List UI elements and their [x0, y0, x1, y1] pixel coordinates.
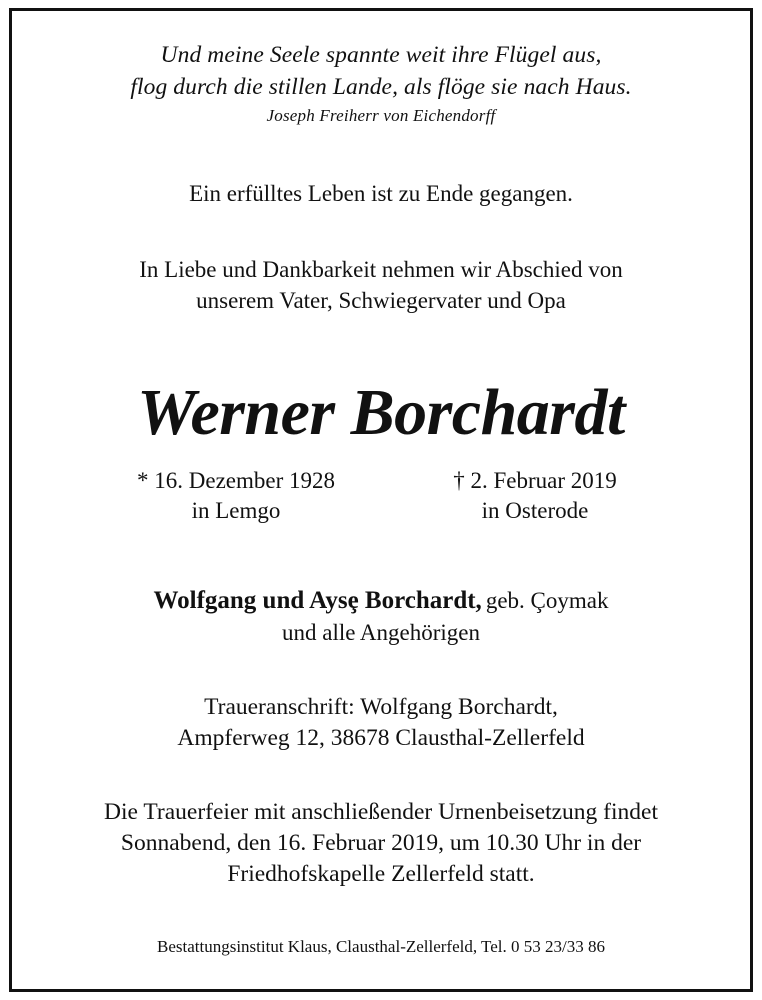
- ceremony-line-2: Sonnabend, den 16. Februar 2019, um 10.30 Uhr in der: [120, 830, 642, 856]
- farewell-line-2: unserem Vater, Schwiegervater und Opa: [196, 288, 566, 313]
- intro-text: Ein erfülltes Leben ist zu Ende gegangen.: [189, 181, 573, 206]
- death-place: in Osterode: [481, 498, 589, 523]
- poem-line-2: flog durch die stillen Lande, als flöge sie nach Haus.: [130, 74, 632, 100]
- ceremony-line-3: Friedhofskapelle Zellerfeld statt.: [227, 861, 535, 887]
- address-line-2: Ampferweg 12, 38678 Clausthal-Zellerfeld: [177, 725, 585, 751]
- mourners-others: und alle Angehörigen: [281, 620, 480, 645]
- mourners-line: [12, 587, 750, 615]
- poem-author: Joseph Freiherr von Eichendorff: [266, 106, 496, 125]
- ceremony-line-1: Die Trauerfeier mit anschließender Urnenbeisetzung findet: [103, 799, 659, 825]
- address-line-1: Traueranschrift: Wolfgang Borchardt,: [204, 694, 558, 720]
- poem-line-1: Und meine Seele spannte weit ihre Flügel aus,: [160, 42, 602, 68]
- funeral-home-footer: Bestattungsinstitut Klaus, Clausthal-Zellerfeld, Tel. 0 53 23/33 86: [157, 937, 605, 956]
- birth-date: * 16. Dezember 1928: [137, 468, 335, 493]
- mourners-maiden-name: geb. Çoymak: [485, 588, 609, 613]
- deceased-name: Werner Borchardt: [137, 376, 625, 449]
- birth-place: in Lemgo: [191, 498, 281, 523]
- mourners-names: Wolfgang und Aysȩ Borchardt,: [153, 587, 482, 614]
- death-date: † 2. Februar 2019: [453, 468, 617, 493]
- farewell-line-1: In Liebe und Dankbarkeit nehmen wir Abschied von: [139, 257, 623, 282]
